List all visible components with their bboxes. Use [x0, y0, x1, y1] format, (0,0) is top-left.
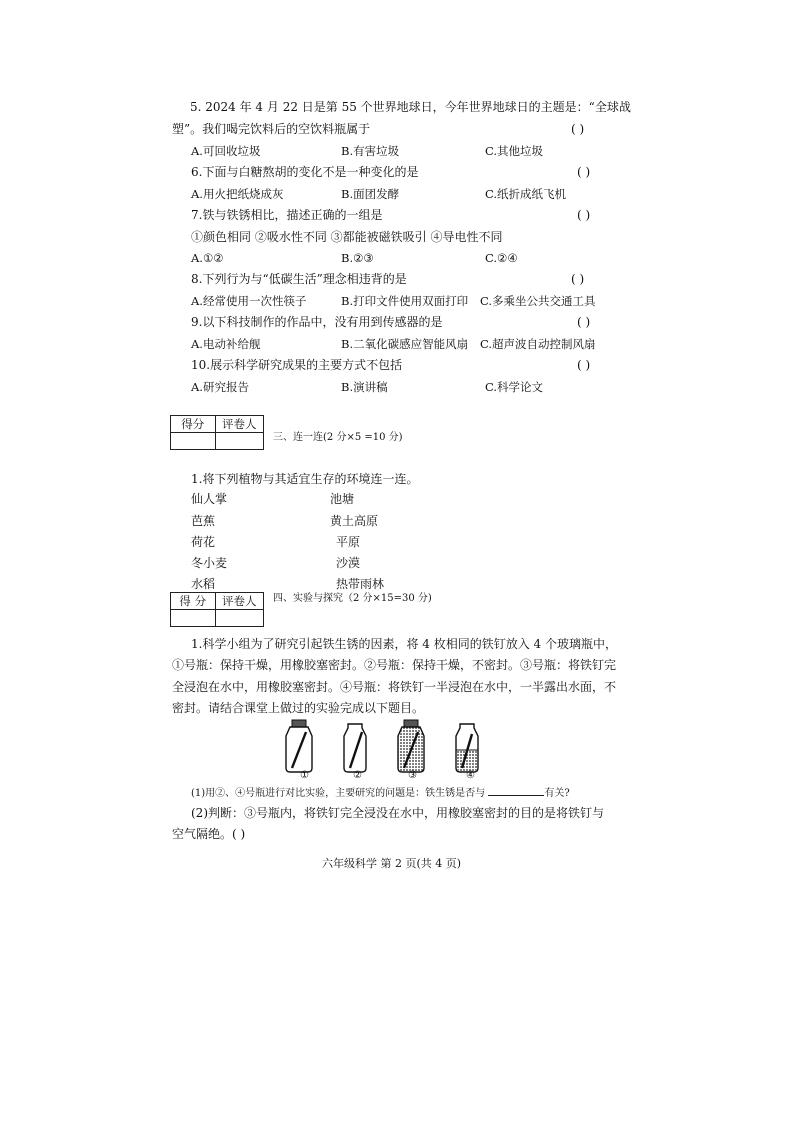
experiment-text-line: ①号瓶：保持干燥，用橡胶塞密封。②号瓶：保持干燥，不密封。③号瓶：将铁钉完 [172, 658, 617, 672]
bottle-label-3: ③ [408, 770, 417, 781]
section4-title: 四、实验与探究（2 分×15=30 分) [273, 593, 432, 604]
bottle-label-1: ① [300, 770, 309, 781]
score-label: 得分 [171, 416, 216, 433]
q8-answer-paren[interactable]: ( ) [571, 272, 585, 286]
q7-answer-paren[interactable]: ( ) [577, 208, 591, 222]
q8-option-b: B.打印文件使用双面打印 [341, 294, 469, 308]
section4-score-box [170, 592, 264, 627]
q10-stem: 10.展示科学研究成果的主要方式不包括 [191, 358, 403, 372]
plant-item[interactable]: 水稻 [191, 577, 216, 591]
q7-option-a: A.①② [191, 251, 224, 265]
q8-option-a: A.经常使用一次性筷子 [191, 294, 307, 308]
q6-answer-paren[interactable]: ( ) [577, 165, 591, 179]
q6-option-a: A.用火把纸烧成灰 [191, 187, 284, 201]
environment-item[interactable]: 黄土高原 [330, 514, 379, 528]
sub-question-1 [191, 784, 570, 802]
grader-label: 评卷人 [215, 593, 263, 610]
score-cell[interactable] [171, 610, 216, 627]
bottle-label-4: ④ [466, 770, 475, 781]
q9-option-a: A.电动补给舰 [191, 337, 261, 351]
sub-question-1-suffix: 有关? [544, 788, 570, 799]
page-footer: 六年级科学 第 2 页(共 4 页) [322, 857, 462, 870]
q10-option-b: B.演讲稿 [341, 380, 388, 394]
experiment-text-line: 全浸泡在水中，用橡胶塞密封。④号瓶：将铁钉一半浸泡在水中，一半露出水面，不 [172, 680, 617, 694]
q7-items: ①颜色相同 ②吸水性不同 ③都能被磁铁吸引 ④导电性不同 [191, 230, 503, 244]
grader-cell[interactable] [215, 433, 263, 450]
environment-item[interactable]: 热带雨林 [336, 577, 385, 591]
q7-option-b: B.②③ [341, 251, 374, 265]
q5-stem-line1: 5. 2024 年 4 月 22 日是第 55 个世界地球日，今年世界地球日的主题是：“全球战 [190, 100, 631, 114]
score-cell[interactable] [171, 433, 216, 450]
q6-stem: 6.下面与白糖熬胡的变化不是一种变化的是 [191, 165, 419, 179]
q10-option-a: A.研究报告 [191, 380, 249, 394]
q6-option-c: C.纸折成纸飞机 [485, 187, 567, 201]
bottle-3-icon [398, 720, 424, 772]
grader-cell[interactable] [215, 610, 263, 627]
score-label: 得 分 [171, 593, 216, 610]
q5-option-c: C.其他垃圾 [485, 144, 544, 158]
environment-item[interactable]: 池塘 [330, 492, 355, 506]
section3-score-box [170, 415, 264, 450]
q6-option-b: B.面团发酵 [341, 187, 400, 201]
q8-stem: 8.下列行为与“低碳生活”理念相违背的是 [191, 272, 407, 286]
section3-instruction: 1.将下列植物与其适宜生存的环境连一连。 [191, 472, 419, 486]
q8-option-c: C.多乘坐公共交通工具 [480, 294, 596, 308]
environment-item[interactable]: 沙漠 [336, 556, 361, 570]
q5-answer-paren[interactable]: ( ) [571, 122, 585, 136]
q10-answer-paren[interactable]: ( ) [577, 358, 591, 372]
plant-item[interactable]: 荷花 [191, 535, 216, 549]
q10-option-c: C.科学论文 [485, 380, 544, 394]
grader-label: 评卷人 [215, 416, 263, 433]
environment-item[interactable]: 平原 [336, 535, 361, 549]
plant-item[interactable]: 芭蕉 [191, 514, 216, 528]
q9-option-c: C.超声波自动控制风扇 [480, 337, 596, 351]
bottle-label-2: ② [353, 770, 362, 781]
q9-option-b: B.二氧化碳感应智能风扇 [341, 337, 469, 351]
q5-option-a: A.可回收垃圾 [191, 144, 261, 158]
section3-title: 三、连一连(2 分×5 =10 分) [273, 432, 403, 443]
q9-answer-paren[interactable]: ( ) [577, 315, 591, 329]
sub-question-1-text: (1)用②、④号瓶进行对比实验，主要研究的问题是：铁生锈是否与 [191, 788, 486, 799]
plant-item[interactable]: 冬小麦 [191, 556, 228, 570]
plant-item[interactable]: 仙人掌 [191, 492, 228, 506]
q7-stem: 7.铁与铁锈相比，描述正确的一组是 [191, 208, 383, 222]
q5-stem-line2: 塑”。我们喝完饮料后的空饮料瓶属于 [172, 122, 371, 136]
experiment-text-line: 密封。请结合课堂上做过的实验完成以下题目。 [172, 701, 425, 715]
bottle-2-icon [344, 724, 366, 772]
q7-option-c: C.②④ [485, 251, 518, 265]
sub-question-2-line1: (2)判断：③号瓶内，将铁钉完全浸没在水中，用橡胶塞密封的目的是将铁钉与 [191, 806, 605, 820]
answer-blank[interactable] [488, 784, 544, 796]
experiment-text-line: 1.科学小组为了研究引起铁生锈的因素，将 4 枚相同的铁钉放入 4 个玻璃瓶中， [191, 637, 617, 651]
q5-option-b: B.有害垃圾 [341, 144, 400, 158]
sub-question-2-line2[interactable]: 空气隔绝。( ) [172, 827, 246, 841]
bottle-1-icon [286, 720, 312, 772]
q9-stem: 9.以下科技制作的作品中，没有用到传感器的是 [191, 315, 443, 329]
bottle-4-icon [456, 724, 478, 772]
